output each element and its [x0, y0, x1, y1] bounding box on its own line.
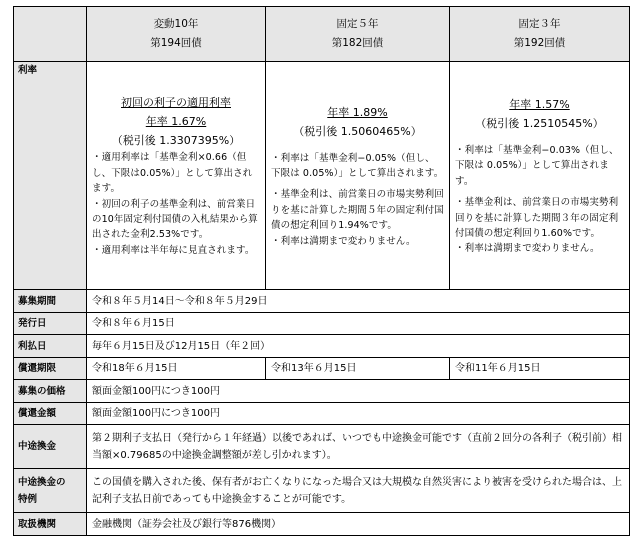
rate-note: ・利率は「基準金利−0.05%（但し、下限は 0.05%）」として算出されます。 [271, 152, 444, 180]
redemption-fixed-3y: 令和11年６月15日 [450, 357, 630, 380]
rate-note: ・基準金利は、前営業日の市場実勢利回りを基に計算した期間３年の固定利付国債の想定利回り1.60%です。 [455, 197, 619, 239]
rate-note: ・適用利率は半年毎に見直されます。 [92, 244, 255, 256]
special-case-label-line: 中途換金の [18, 476, 66, 488]
price-label: 募集の価格 [14, 380, 87, 403]
recruit-period-value: 令和８年５月14日〜令和８年５月29日 [87, 290, 630, 313]
handler-row [14, 513, 630, 536]
rate-note: ・利率は満期まで変わりません。 [271, 235, 416, 247]
issue-date-label: 発行日 [14, 312, 87, 335]
rate-label: 利率 [14, 62, 87, 290]
special-case-label [14, 469, 87, 513]
column-issue: 第182回債 [331, 37, 384, 50]
redemption-label: 償還期限 [14, 357, 87, 380]
rate-note: ・利率は「基準金利−0.03%（但し、下限は 0.05%）」として算出されます。 [455, 144, 619, 187]
rate-notes [92, 150, 260, 258]
header-fixed-3y [450, 7, 630, 62]
rate-note: ・基準金利は、前営業日の市場実勢利回りを基に計算した期間５年の固定利付国債の想定利回り1.94%です。 [271, 189, 444, 232]
column-issue: 第194回債 [150, 37, 202, 50]
rate-notes [455, 143, 624, 257]
rate-cell-fixed-3y [450, 62, 630, 290]
header-variable-10y [87, 7, 266, 62]
rate-value: 年率 1.57% [509, 97, 570, 111]
payment-date-value: 毎年６月15日及び12月15日（年２回） [87, 335, 630, 358]
payment-date-label: 利払日 [14, 335, 87, 358]
special-case-row [14, 469, 630, 513]
redeem-amount-label: 償還金額 [14, 402, 87, 425]
redemption-fixed-5y: 令和13年６月15日 [266, 357, 450, 380]
header-row [14, 7, 630, 62]
midway-redemption-label: 中途換金 [14, 425, 87, 469]
bond-terms-document [13, 6, 629, 536]
midway-redemption-row [14, 425, 630, 469]
rate-after-tax: （税引後 1.5060465%） [293, 124, 422, 138]
rate-value: 年率 1.67% [145, 115, 207, 129]
redemption-variable-10y: 令和18年６月15日 [87, 357, 266, 380]
column-name: 変動10年 [153, 18, 199, 31]
column-name: 固定３年 [518, 18, 561, 31]
recruit-period-row [14, 290, 630, 313]
issue-date-value: 令和８年６月15日 [87, 312, 630, 335]
rate-cell-fixed-5y [266, 62, 450, 290]
rate-after-tax: （税引後 1.2510545%） [475, 116, 604, 130]
handler-value: 金融機関（証券会社及び銀行等876機関） [87, 513, 630, 536]
issue-date-row [14, 312, 630, 335]
header-corner-cell [14, 7, 87, 62]
column-issue: 第192回債 [513, 37, 566, 50]
initial-rate-title: 初回の利子の適用利率 [121, 96, 231, 110]
rate-note: ・利率は満期まで変わりません。 [455, 243, 600, 255]
special-case-value: この国債を購入された後、保有者がお亡くなりになった場合又は大規模な自然災害により被害を受けられた場合は、上記利子支払日前であっても中途換金することが可能です。 [87, 469, 630, 513]
bond-terms-table [13, 6, 630, 536]
redeem-amount-value: 額面金額100円につき100円 [87, 402, 630, 425]
special-case-label-line: 特例 [18, 493, 38, 505]
rate-note: ・適用利率は「基準金利×0.66（但し、下限は0.05%）」として算出されます。 [92, 152, 253, 195]
rate-notes [271, 151, 444, 249]
price-row [14, 380, 630, 403]
header-fixed-5y [266, 7, 450, 62]
rate-row [14, 62, 630, 290]
midway-redemption-value: 第２期利子支払日（発行から１年経過）以後であれば、いつでも中途換金可能です（直前２回分の各利子（税引前）相当額×0.79685の中途換金調整額が差し引かれます）。 [87, 425, 630, 469]
column-name: 固定５年 [336, 18, 379, 31]
handler-label: 取扱機関 [14, 513, 87, 536]
rate-cell-variable-10y [87, 62, 266, 290]
rate-value: 年率 1.89% [327, 105, 388, 119]
recruit-period-label: 募集期間 [14, 290, 87, 313]
price-value: 額面金額100円につき100円 [87, 380, 630, 403]
rate-note: ・初回の利子の基準金利は、前営業日の10年固定利付国債の入札結果から算出された金利2.53%です。 [92, 198, 258, 241]
rate-after-tax: （税引後 1.3307395%） [111, 134, 241, 148]
payment-date-row [14, 335, 630, 358]
redeem-amount-row [14, 402, 630, 425]
redemption-row [14, 357, 630, 380]
